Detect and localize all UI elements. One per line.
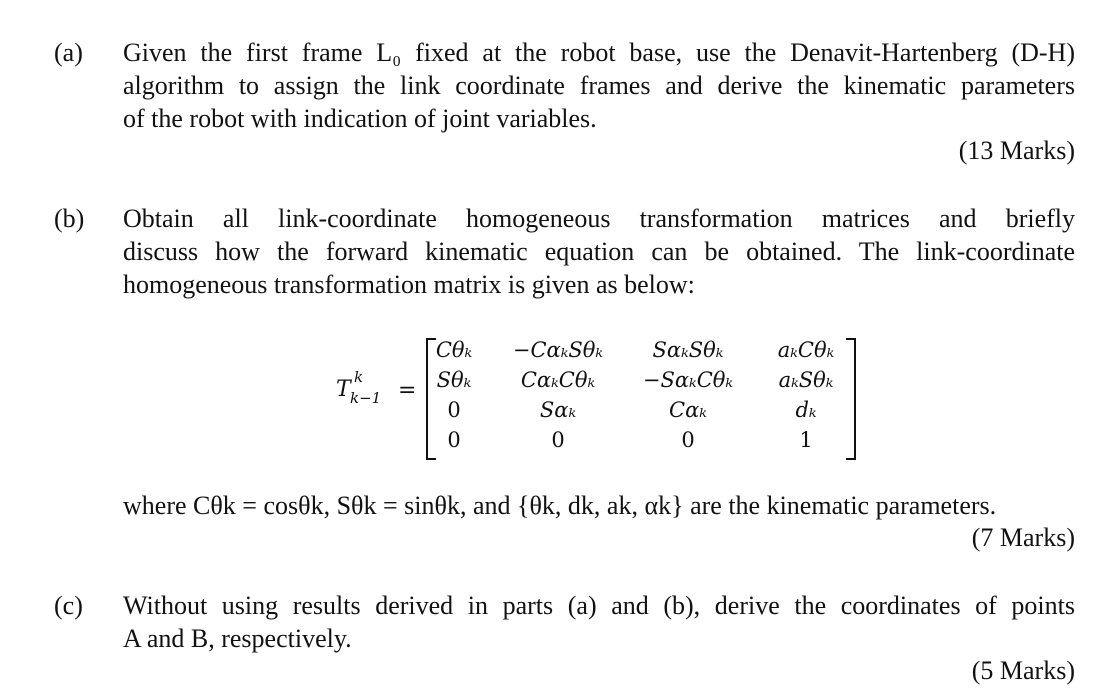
matrix-cell-r4c1: 0 bbox=[447, 428, 461, 452]
matrix-cell-r2c1: Sθₖ bbox=[436, 368, 472, 392]
matrix-lhs bbox=[336, 368, 382, 407]
matrix-cell-r1c3: SαₖSθₖ bbox=[652, 338, 724, 362]
matrix-cell-r2c2: CαₖCθₖ bbox=[520, 368, 596, 392]
part-b-label: (b) bbox=[54, 204, 85, 233]
matrix-lhs-symbol: T bbox=[336, 377, 351, 402]
matrix-cell-r2c4: aₖSθₖ bbox=[778, 368, 834, 392]
equals-sign: = bbox=[398, 378, 417, 403]
matrix-left-bracket bbox=[426, 338, 436, 460]
matrix-cell-r4c4: 1 bbox=[799, 428, 813, 452]
part-a-line-2: algorithm to assign the link coordinate frames and derive the kinematic parameters bbox=[123, 71, 1075, 100]
matrix-cell-r3c3: Cαₖ bbox=[669, 398, 707, 422]
part-b-text bbox=[123, 202, 1075, 301]
part-a-line-1: Given the first frame L₀ fixed at the robot base, use the Denavit-Hartenberg (D-H) bbox=[123, 38, 1075, 67]
matrix-cell-r3c4: dₖ bbox=[795, 398, 817, 422]
part-a-label: (a) bbox=[54, 38, 83, 67]
part-c-marks: (5 Marks) bbox=[971, 656, 1075, 685]
matrix-cell-r3c2: Sαₖ bbox=[539, 398, 577, 422]
part-c-line-2: A and B, respectively. bbox=[123, 624, 352, 653]
part-b-line-3: homogeneous transformation matrix is given as below: bbox=[123, 270, 695, 299]
matrix-right-bracket bbox=[846, 338, 856, 460]
matrix-lhs-superscript: k bbox=[354, 368, 364, 386]
part-c-line-1: Without using results derived in parts (a) and (b), derive the coordinates of points bbox=[123, 591, 1075, 620]
part-b-marks: (7 Marks) bbox=[971, 523, 1075, 552]
matrix-cell-r4c3: 0 bbox=[681, 428, 695, 452]
part-b-line-2: discuss how the forward kinematic equation can be obtained. The link-coordinate bbox=[123, 237, 1075, 266]
part-c-text bbox=[123, 589, 1075, 655]
part-a-marks: (13 Marks) bbox=[958, 136, 1075, 165]
matrix-cell-r3c1: 0 bbox=[447, 398, 461, 422]
matrix-cell-r1c2: −CαₖSθₖ bbox=[512, 338, 604, 362]
matrix-cell-r4c2: 0 bbox=[551, 428, 565, 452]
part-c-label: (c) bbox=[54, 591, 83, 620]
part-b-where-line: where Cθk = cosθk, Sθk = sinθk, and {θk, dk, ak, αk} are the kinematic parameters. bbox=[123, 491, 997, 520]
matrix-cell-r1c4: aₖCθₖ bbox=[777, 338, 835, 362]
matrix-cell-r2c3: −SαₖCθₖ bbox=[642, 368, 734, 392]
part-a-line-3: of the robot with indication of joint variables. bbox=[123, 104, 597, 133]
part-a-text bbox=[123, 36, 1075, 135]
matrix-cell-r1c1: Cθₖ bbox=[435, 338, 473, 362]
part-b-line-1: Obtain all link-coordinate homogeneous transformation matrices and briefly bbox=[123, 204, 1075, 233]
matrix-lhs-subscript: k−1 bbox=[350, 389, 382, 407]
